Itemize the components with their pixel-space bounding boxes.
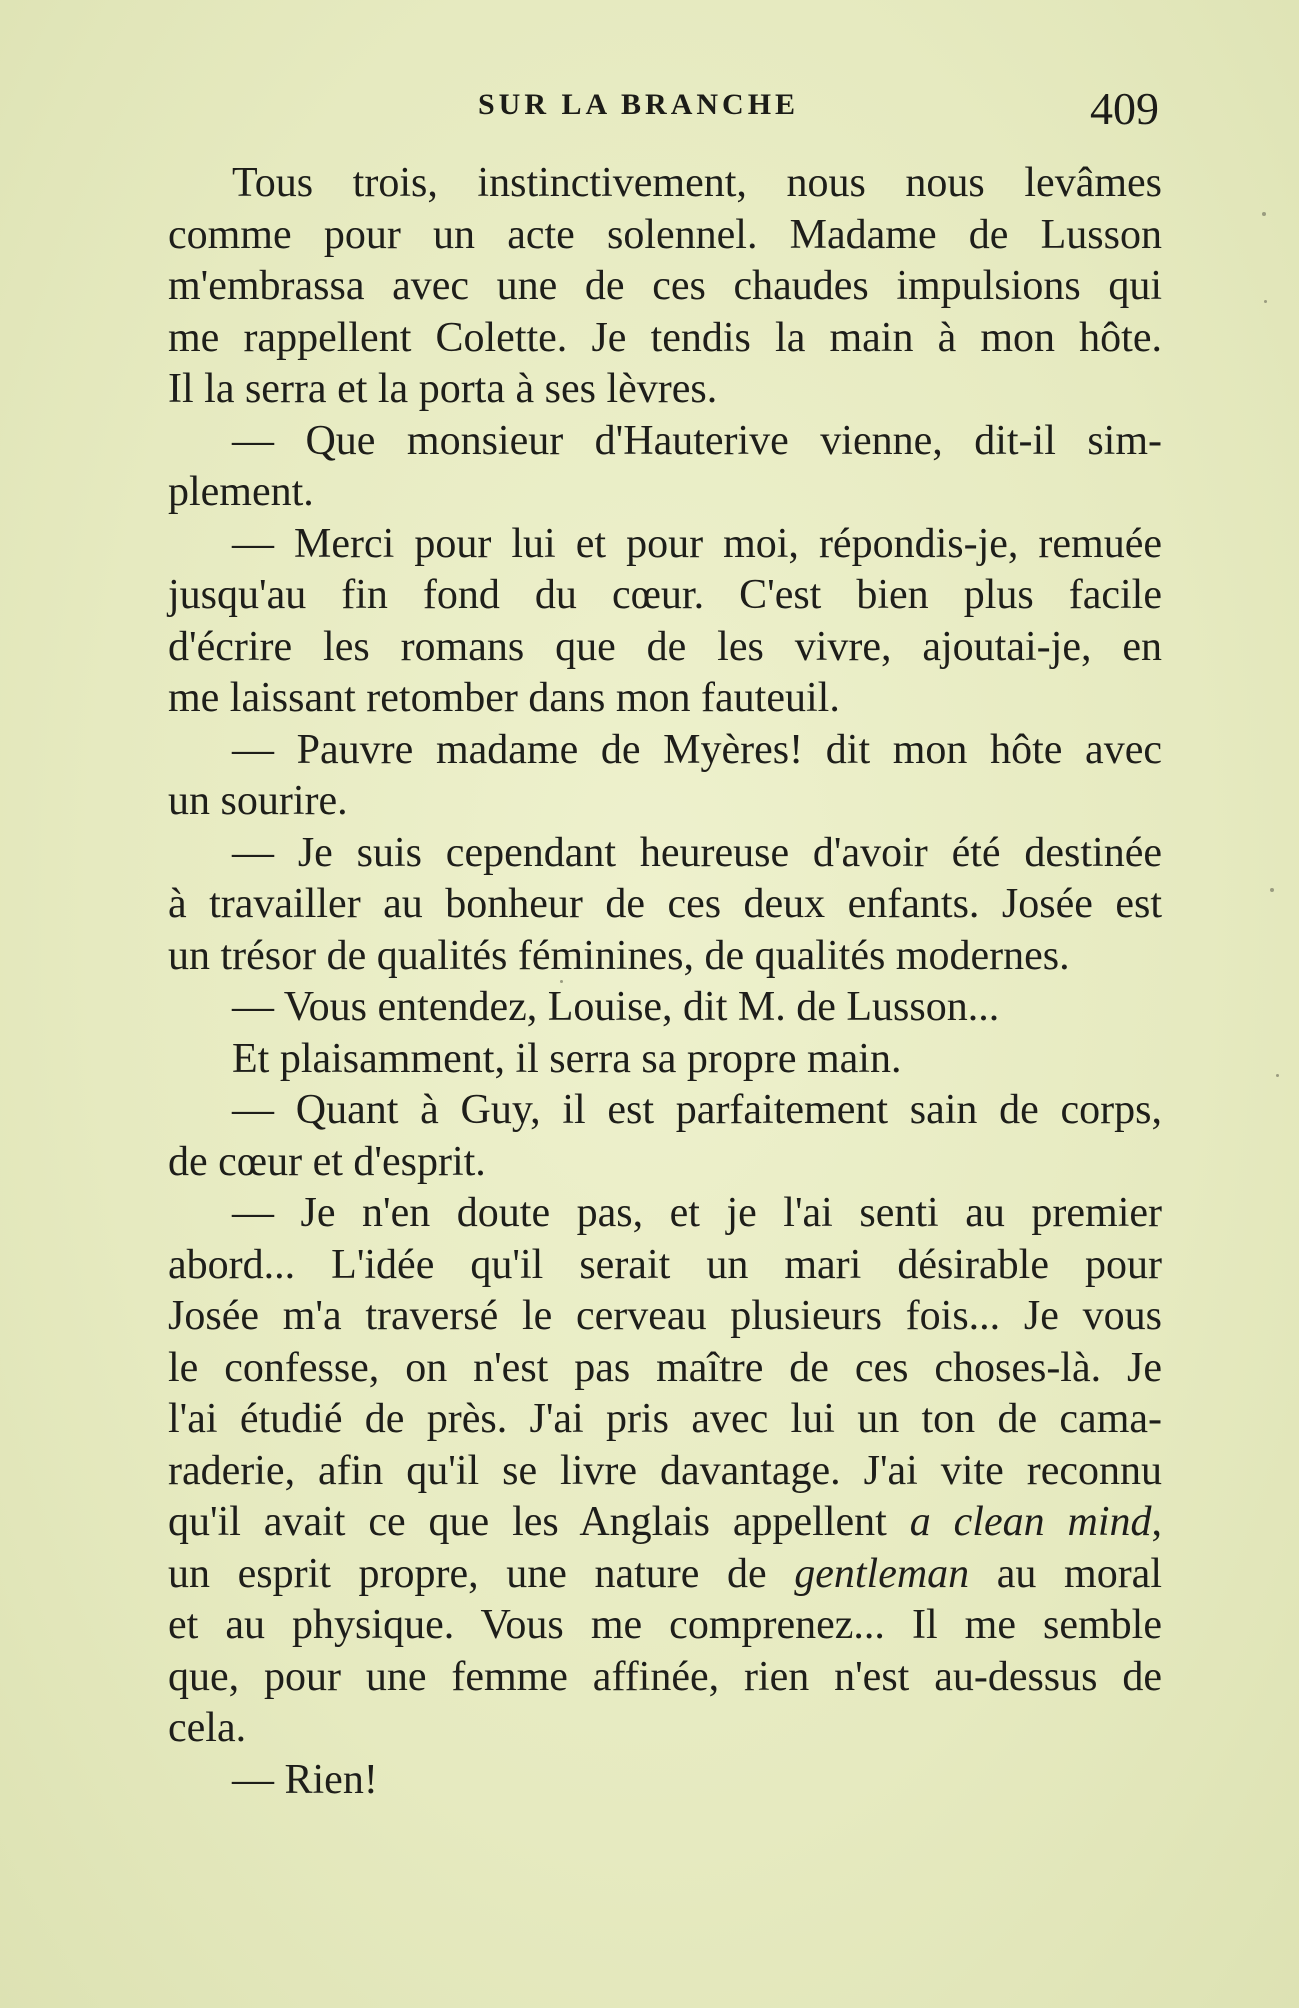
italic-phrase: a clean mind [909,1499,1152,1545]
text-line: le confesse, on n'est pas maître de ces choses-là. Je [168,1344,1162,1391]
text-line: — Rien! [232,1756,378,1803]
paper-speck [1262,212,1266,216]
paragraph [104,828,1162,983]
text-line: que, pour une femme affinée, rien n'est au-dessus de [168,1653,1162,1700]
paragraph [104,982,1162,1034]
text-line: me rappellent Colette. Je tendis la main à mon hôte. [168,314,1162,361]
paragraph [104,1034,1162,1086]
text-line: — Je n'en doute pas, et je l'ai senti au premier [232,1190,1162,1236]
text-line: — Que monsieur d'Hauterive vienne, dit-il sim- [232,417,1162,464]
text-line: — Quant à Guy, il est parfaitement sain de corps, [232,1087,1162,1133]
text-line: me laissant retomber dans mon fauteuil. [168,675,840,721]
text-line: comme pour un acte solennel. Madame de Lusson [168,211,1162,258]
text-line: raderie, afin qu'il se livre davantage. J'ai vite reconnu [168,1447,1162,1494]
paper-speck [1276,1074,1279,1077]
paragraph [104,1085,1162,1188]
text-line: d'écrire les romans que de les vivre, ajoutai-je, en [168,623,1162,670]
text-line: — Vous entendez, Louise, dit M. de Lusson... [232,984,1000,1030]
text-line: m'embrassa avec une de ces chaudes impulsions qui [168,263,1162,309]
text-line: — Je suis cependant heureuse d'avoir été destinée [232,829,1162,876]
running-title: SUR LA BRANCHE [478,88,800,121]
text-line: — Merci pour lui et pour moi, répondis-je, remuée [232,520,1162,567]
text-line: cela. [168,1705,247,1751]
paragraph [104,158,1162,416]
text-line: à travailler au bonheur de ces deux enfants. Josée est [168,881,1162,927]
text-line: de cœur et d'esprit. [168,1138,486,1185]
text-line: Josée m'a traversé le cerveau plusieurs fois... Je vous [168,1293,1162,1339]
text-line: et au physique. Vous me comprenez... Il me semble [168,1602,1162,1648]
text-line: — Pauvre madame de Myères! dit mon hôte avec [232,726,1162,773]
paragraph [104,1755,1162,1807]
text-line: Il la serra et la porta à ses lèvres. [168,366,718,412]
text-body [104,158,1162,1806]
paper-speck [560,980,563,983]
running-head [0,83,1299,138]
paragraph [104,416,1162,519]
text-line: abord... L'idée qu'il serait un mari désirable pour [168,1241,1162,1288]
paper-speck [1264,300,1267,303]
paragraph [104,725,1162,828]
paper-speck [1270,888,1274,892]
text-line: Et plaisamment, il serra sa propre main. [232,1035,902,1082]
text-line: jusqu'au fin fond du cœur. C'est bien plus facile [168,572,1162,618]
text-line: l'ai étudié de près. J'ai pris avec lui un ton de cama- [168,1396,1162,1442]
text-line: un esprit propre, une nature de gentleman au moral [168,1550,1162,1597]
italic-phrase: gentleman [794,1550,970,1597]
text-line: un trésor de qualités féminines, de qualités modernes. [168,932,1070,979]
text-line: qu'il avait ce que les Anglais appellent a clean mind, [168,1499,1162,1545]
text-line: Tous trois, instinctivement, nous nous levâmes [232,160,1162,206]
text-line: plement. [168,469,314,515]
paragraph [104,1188,1162,1755]
paragraph [104,519,1162,725]
page-number: 409 [1090,83,1159,134]
text-line: un sourire. [168,778,348,824]
